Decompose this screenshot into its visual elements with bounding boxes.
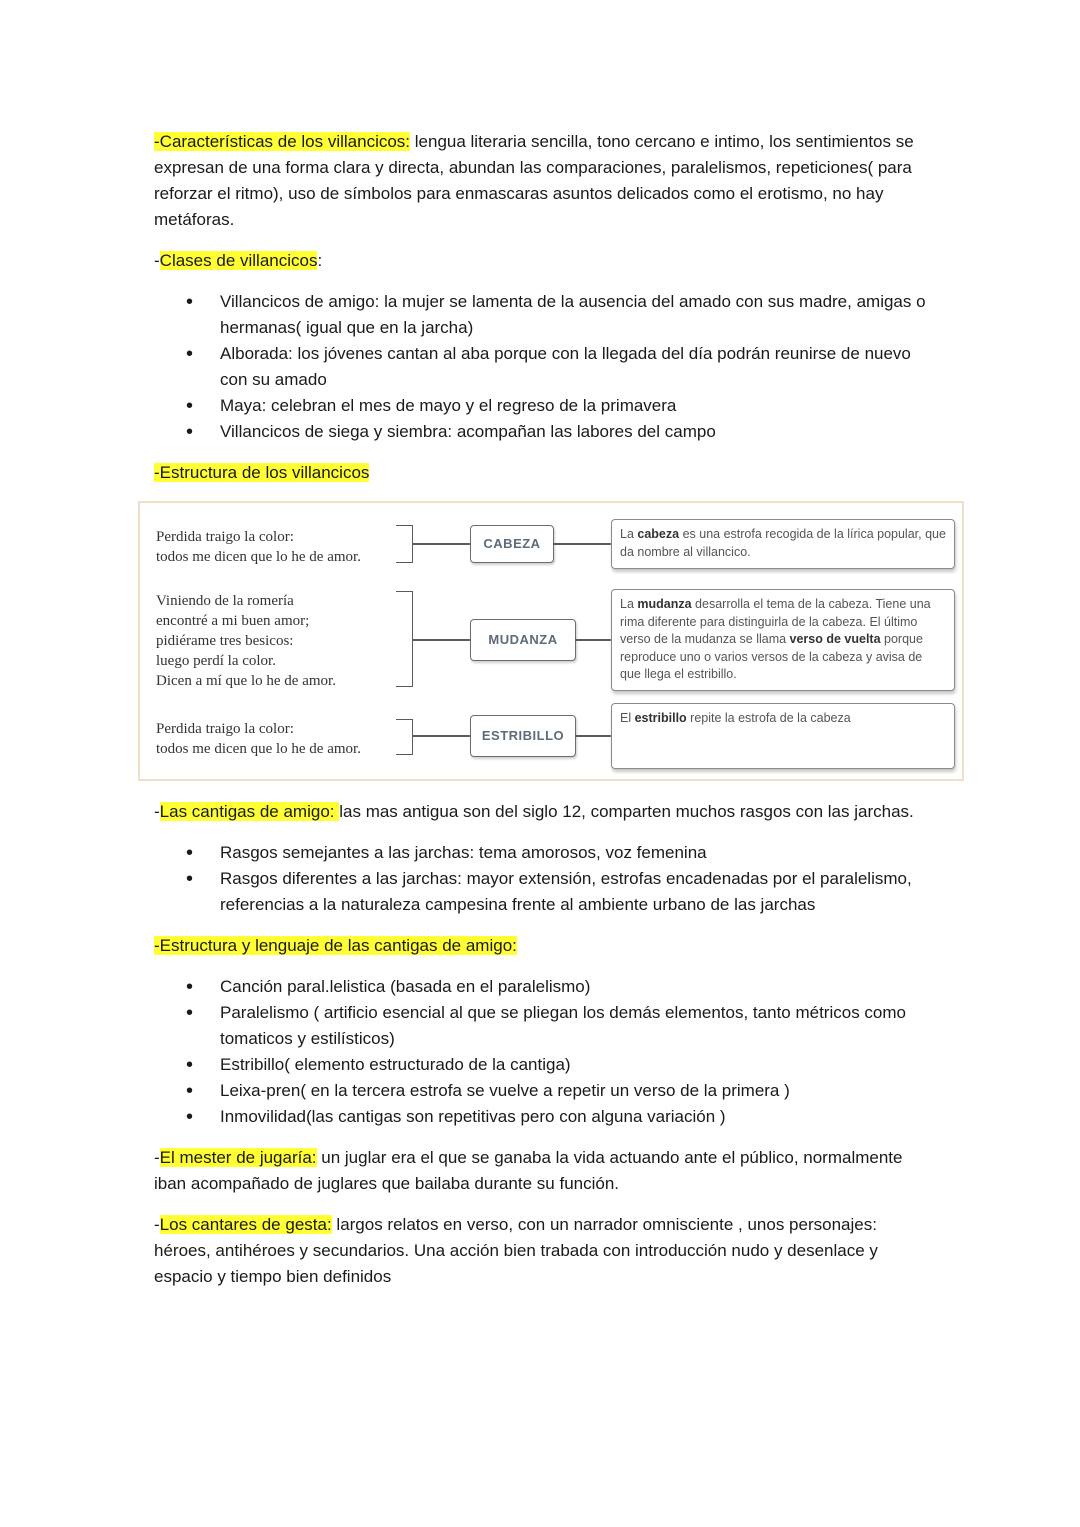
document-page <box>154 129 946 1305</box>
paragraph-mester <box>154 1145 934 1197</box>
text-cantigas: las mas antigua son del siglo 12, comparten muchos rasgos con las jarchas. <box>339 802 914 821</box>
list-item: • Estribillo( elemento estructurado de la cantiga) <box>220 1052 934 1078</box>
list-item: • Villancicos de siega y siembra: acompañan las labores del campo <box>220 419 934 445</box>
verse-estribillo: Perdida traigo la color: todos me dicen que lo he de amor. <box>156 721 361 757</box>
list-item: • Alborada: los jóvenes cantan al aba porque con la llegada del día podrán reunirse de nuevo con su amado <box>220 341 934 393</box>
text-caracteristicas: lengua literaria sencilla, tono cercano e intimo, los sentimientos se expresan de una forma clara y directa, abundan las comparaciones, paralelismos, repeticiones( para reforzar el ritmo), uso de símbolos para enmascaras asuntos delicados como el erotismo, no hay metáforas. <box>154 132 914 229</box>
heading-cantigas: Las cantigas de amigo: <box>159 802 340 821</box>
list-cantigas <box>154 840 934 918</box>
bracket-estribillo <box>396 719 413 755</box>
bracket-cabeza <box>396 525 413 563</box>
label-cabeza: CABEZA <box>470 525 554 563</box>
paragraph-estructura-cantigas-heading <box>154 933 934 959</box>
verse-mudanza: Viniendo de la romería encontré a mi buen amor; pidiérame tres besicos: luego perdí la color. Dicen a mí que lo he de amor. <box>156 593 336 689</box>
label-estribillo: ESTRIBILLO <box>470 715 576 757</box>
text-cantares: largos relatos en verso, con un narrador omnisciente , unos personajes: héroes, antihéroes y secundarios. Una acción bien trabada con introducción nudo y desenlace y espacio y tiempo bien definidos <box>154 1215 878 1286</box>
heading-prefix: - <box>154 1148 160 1167</box>
list-estructura-cantigas <box>154 974 934 1130</box>
heading-mester: El mester de jugaría: <box>159 1148 317 1167</box>
text-mester: un juglar era el que se ganaba la vida actuando ante el público, normalmente iban acompañado de juglares que bailaba durante su función. <box>154 1148 903 1193</box>
connector-estribillo-left <box>412 735 470 737</box>
heading-suffix: : <box>317 251 323 270</box>
connector-cabeza-right <box>553 543 611 545</box>
connector-cabeza-left <box>412 543 470 545</box>
verse-cabeza: Perdida traigo la color: todos me dicen que lo he de amor. <box>156 529 361 565</box>
bracket-mudanza <box>396 591 413 687</box>
label-mudanza: MUDANZA <box>470 619 576 661</box>
paragraph-cantigas <box>154 799 934 825</box>
list-item: • Villancicos de amigo: la mujer se lamenta de la ausencia del amado con sus madre, amigas o hermanas( igual que en la jarcha) <box>220 289 934 341</box>
heading-estructura-cantigas: -Estructura y lenguaje de las cantigas de amigo: <box>154 936 517 955</box>
paragraph-clases-heading <box>154 248 934 274</box>
paragraph-caracteristicas <box>154 129 934 233</box>
heading-prefix: - <box>154 251 160 270</box>
heading-prefix: - <box>154 1215 160 1234</box>
heading-prefix: - <box>154 802 160 821</box>
structure-diagram <box>138 501 964 781</box>
paragraph-cantares <box>154 1212 934 1290</box>
heading-caracteristicas: -Características de los villancicos: <box>154 132 411 151</box>
desc-cabeza: La cabeza es una estrofa recogida de la lírica popular, que da nombre al villancico. <box>611 519 955 569</box>
paragraph-estructura-heading <box>154 460 934 486</box>
list-item: • Rasgos diferentes a las jarchas: mayor extensión, estrofas encadenadas por el paralelismo, referencias a la naturaleza campesina frente al ambiente urbano de las jarchas <box>220 866 934 918</box>
list-item: • Inmovilidad(las cantigas son repetitivas pero con alguna variación ) <box>220 1104 934 1130</box>
connector-mudanza-left <box>412 639 470 641</box>
list-item: • Maya: celebran el mes de mayo y el regreso de la primavera <box>220 393 934 419</box>
connector-mudanza-right <box>575 639 611 641</box>
list-item: • Rasgos semejantes a las jarchas: tema amorosos, voz femenina <box>220 840 934 866</box>
heading-cantares: Los cantares de gesta: <box>159 1215 332 1234</box>
list-clases <box>154 289 934 445</box>
desc-estribillo: El estribillo repite la estrofa de la cabeza <box>611 703 955 769</box>
connector-estribillo-right <box>575 735 611 737</box>
heading-estructura: -Estructura de los villancicos <box>154 463 370 482</box>
list-item: • Canción paral.lelistica (basada en el paralelismo) <box>220 974 934 1000</box>
desc-mudanza: La mudanza desarrolla el tema de la cabeza. Tiene una rima diferente para distinguirla de la cabeza. El último verso de la mudanza se llama verso de vuelta porque reproduce uno o varios versos de la cabeza y avisa de que llega el estribillo. <box>611 589 955 691</box>
list-item: • Paralelismo ( artificio esencial al que se pliegan los demás elementos, tanto métricos como tomaticos y estilísticos) <box>220 1000 934 1052</box>
list-item: • Leixa-pren( en la tercera estrofa se vuelve a repetir un verso de la primera ) <box>220 1078 934 1104</box>
heading-clases: Clases de villancicos <box>159 251 318 270</box>
